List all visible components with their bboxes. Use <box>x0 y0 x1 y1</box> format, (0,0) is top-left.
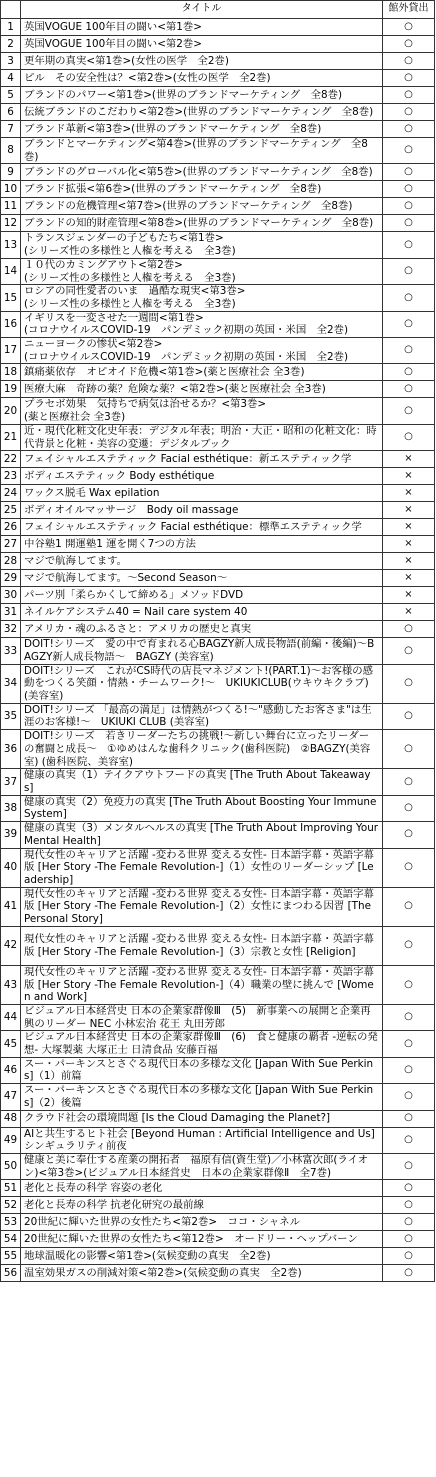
row-title: 鎮痛薬依存 オピオイド危機<第1巻>(薬と医療社会 全3巻) <box>21 364 383 381</box>
row-number: 5 <box>1 87 21 104</box>
row-number: 42 <box>1 926 21 965</box>
table-row <box>1 138 435 164</box>
row-number: 36 <box>1 730 21 769</box>
table-row <box>1 285 435 311</box>
row-number: 24 <box>1 485 21 502</box>
row-title: ブランドとマーケティング<第4巻>(世界のブランドマーケティング 全8巻) <box>21 138 383 164</box>
table-row <box>1 381 435 398</box>
table-row <box>1 198 435 215</box>
row-title: ブランドのグローバル化<第5巻>(世界のブランドマーケティング 全8巻) <box>21 164 383 181</box>
row-title: 20世紀に輝いた世界の女性たち<第12巻> オードリー・ヘップバーン <box>21 1231 383 1248</box>
row-title: 20世紀に輝いた世界の女性たち<第2巻> ココ・シャネル <box>21 1214 383 1231</box>
row-title: 温室効果ガスの削減対策<第2巻>(気候変動の真実 全2巻) <box>21 1265 383 1282</box>
row-number: 2 <box>1 36 21 53</box>
row-loan-flag: ○ <box>383 104 435 121</box>
row-loan-flag: × <box>383 604 435 621</box>
row-loan-flag: ○ <box>383 621 435 638</box>
table-row <box>1 1248 435 1265</box>
row-number: 3 <box>1 53 21 70</box>
row-loan-flag: × <box>383 502 435 519</box>
row-loan-flag: ○ <box>383 215 435 232</box>
table-row <box>1 215 435 232</box>
row-title: 近・現代化粧文化史年表：デジタル年表；明治・大正・昭和の化粧文化：時代背景と化粧・美容の変遷：デジタルブック <box>21 424 383 450</box>
row-title: 老化と長寿の科学 容姿の老化 <box>21 1180 383 1197</box>
row-loan-flag: ○ <box>383 1265 435 1282</box>
table-row <box>1 1180 435 1197</box>
row-loan-flag: ○ <box>383 730 435 769</box>
row-loan-flag: × <box>383 536 435 553</box>
row-loan-flag: × <box>383 485 435 502</box>
table-row <box>1 19 435 36</box>
table-row <box>1 1231 435 1248</box>
row-number: 13 <box>1 232 21 258</box>
row-title: ブランドの知的財産管理<第8巻>(世界のブランドマーケティング 全8巻) <box>21 215 383 232</box>
row-loan-flag: ○ <box>383 36 435 53</box>
row-loan-flag: ○ <box>383 338 435 364</box>
row-number: 19 <box>1 381 21 398</box>
row-title: 健康の真実（2）免疫力の真実 [The Truth About Boosting Your Immune System] <box>21 795 383 821</box>
row-loan-flag: ○ <box>383 285 435 311</box>
row-loan-flag: ○ <box>383 364 435 381</box>
table-row <box>1 451 435 468</box>
table-row <box>1 1127 435 1153</box>
row-number: 28 <box>1 553 21 570</box>
row-loan-flag: ○ <box>383 965 435 1004</box>
row-title: DOIT!シリーズ これがCS時代の店長マネジメント!(PART.1)～お客様の感動をつくる笑顔・情熱・チームワーク!～ UKIUKICLUB(ウキウキクラブ) (美容室) <box>21 664 383 703</box>
table-row <box>1 104 435 121</box>
row-number: 16 <box>1 311 21 337</box>
table-row <box>1 87 435 104</box>
row-title: 健康の真実（1）テイクアウトフードの真実 [The Truth About Takeaways] <box>21 769 383 795</box>
row-title: 現代女性のキャリアと活躍 -変わる世界 変える女性- 日本語字幕・英語字幕版 [Her Story -The Female Revolution-]（1）女性のリーダーシップ [Leadership] <box>21 848 383 887</box>
row-loan-flag: ○ <box>383 822 435 848</box>
table-row <box>1 730 435 769</box>
row-loan-flag: × <box>383 553 435 570</box>
row-title: ボディエステティック Body esthétique <box>21 468 383 485</box>
row-number: 48 <box>1 1110 21 1127</box>
row-title: ブランド拡張<第6巻>(世界のブランドマーケティング 全8巻) <box>21 181 383 198</box>
table-row <box>1 424 435 450</box>
row-title: トランスジェンダーの子どもたち<第1巻> (シリーズ性の多様性と人権を考える 全3巻) <box>21 232 383 258</box>
table-row <box>1 485 435 502</box>
row-loan-flag: ○ <box>383 1214 435 1231</box>
row-title: ボディオイルマッサージ Body oil massage <box>21 502 383 519</box>
table-row <box>1 1197 435 1214</box>
row-loan-flag: × <box>383 570 435 587</box>
row-title: １０代のカミングアウト<第2巻> (シリーズ性の多様性と人権を考える 全3巻) <box>21 258 383 284</box>
row-number: 55 <box>1 1248 21 1265</box>
table-row <box>1 164 435 181</box>
row-number: 9 <box>1 164 21 181</box>
row-title: パーツ別「柔らかくして締める」メソッドDVD <box>21 587 383 604</box>
row-number: 44 <box>1 1004 21 1030</box>
table-row <box>1 703 435 729</box>
row-loan-flag: ○ <box>383 138 435 164</box>
row-title: ピル その安全性は？<第2巻>(女性の医学 全2巻) <box>21 70 383 87</box>
row-number: 53 <box>1 1214 21 1231</box>
row-title: 更年期の真実<第1巻>(女性の医学 全2巻) <box>21 53 383 70</box>
row-loan-flag: ○ <box>383 164 435 181</box>
table-row <box>1 519 435 536</box>
table-row <box>1 638 435 664</box>
row-loan-flag: ○ <box>383 1031 435 1057</box>
table-row <box>1 121 435 138</box>
row-title: アメリカ・魂のふるさと：アメリカの歴史と真実 <box>21 621 383 638</box>
table-row <box>1 232 435 258</box>
row-loan-flag: ○ <box>383 87 435 104</box>
row-loan-flag: ○ <box>383 232 435 258</box>
table-row <box>1 664 435 703</box>
row-number: 10 <box>1 181 21 198</box>
row-number: 43 <box>1 965 21 1004</box>
row-title: 医療大麻 奇跡の薬？危険な薬？<第2巻>(薬と医療社会 全3巻) <box>21 381 383 398</box>
header-num <box>1 1 21 19</box>
table-row <box>1 36 435 53</box>
row-loan-flag: ○ <box>383 424 435 450</box>
row-loan-flag: ○ <box>383 381 435 398</box>
row-title: DOIT!シリーズ 若きリーダーたちの挑戦!～新しい舞台に立ったリーダーの奮闘と成長～ ①ゆめはんな歯科クリニック(歯科医院) ②BAGZY(美容室) (歯科医院、美容室) <box>21 730 383 769</box>
table-row <box>1 926 435 965</box>
row-number: 22 <box>1 451 21 468</box>
row-title: 老化と長寿の科学 抗老化研究の最前線 <box>21 1197 383 1214</box>
table-row <box>1 311 435 337</box>
table-row <box>1 887 435 926</box>
row-number: 38 <box>1 795 21 821</box>
table-row <box>1 1057 435 1083</box>
row-loan-flag: ○ <box>383 311 435 337</box>
row-title: 現代女性のキャリアと活躍 -変わる世界 変える女性- 日本語字幕・英語字幕版 [Her Story -The Female Revolution-]（2）女性にまつわる因習 [The Personal Story] <box>21 887 383 926</box>
row-number: 46 <box>1 1057 21 1083</box>
row-number: 27 <box>1 536 21 553</box>
row-title: 中谷塾1 開運塾1 運を開く7つの方法 <box>21 536 383 553</box>
header-row <box>1 1 435 19</box>
table-row <box>1 822 435 848</box>
row-title: プラセボ効果 気持ちで病気は治せるか？<第3巻> (薬と医療社会 全3巻) <box>21 398 383 424</box>
row-loan-flag: ○ <box>383 703 435 729</box>
row-number: 25 <box>1 502 21 519</box>
row-loan-flag: ○ <box>383 181 435 198</box>
row-loan-flag: ○ <box>383 664 435 703</box>
row-loan-flag: ○ <box>383 1197 435 1214</box>
row-number: 50 <box>1 1153 21 1179</box>
table-row <box>1 587 435 604</box>
table-row <box>1 1110 435 1127</box>
header-loan: 館外貸出 <box>383 1 435 19</box>
table-row <box>1 338 435 364</box>
row-title: DOIT!シリーズ 「最高の満足」は情熱がつくる!～"感動したお客さま"は生涯のお客様!～ UKIUKI CLUB (美容室) <box>21 703 383 729</box>
table-row <box>1 181 435 198</box>
row-title: ブランドのパワー<第1巻>(世界のブランドマーケティング 全8巻) <box>21 87 383 104</box>
row-loan-flag: ○ <box>383 1153 435 1179</box>
row-number: 1 <box>1 19 21 36</box>
table-row <box>1 769 435 795</box>
row-title: スー・パーキンスとさぐる現代日本の多様な文化 [Japan With Sue Perkins]（2）後篇 <box>21 1084 383 1110</box>
table-row <box>1 1031 435 1057</box>
row-number: 6 <box>1 104 21 121</box>
row-title: ブランドの危機管理<第7巻>(世界のブランドマーケティング 全8巻) <box>21 198 383 215</box>
row-title: 健康と美に奉仕する産業の開拓者 福原有信(資生堂)／小林富次郎(ライオン)<第3巻>(ビジュアル日本経営史 日本の企業家群像Ⅱ 全7巻) <box>21 1153 383 1179</box>
row-title: ネイルケアシステム40 = Nail care system 40 <box>21 604 383 621</box>
row-number: 56 <box>1 1265 21 1282</box>
row-loan-flag: ○ <box>383 19 435 36</box>
row-loan-flag: × <box>383 468 435 485</box>
row-number: 14 <box>1 258 21 284</box>
row-loan-flag: ○ <box>383 1084 435 1110</box>
row-number: 8 <box>1 138 21 164</box>
table-row <box>1 795 435 821</box>
row-title: イギリスを一変させた一週間<第1巻> (コロナウイルスCOVID-19 パンデミック初期の英国・米国 全2巻) <box>21 311 383 337</box>
row-loan-flag: ○ <box>383 1004 435 1030</box>
row-number: 47 <box>1 1084 21 1110</box>
row-number: 30 <box>1 587 21 604</box>
row-number: 12 <box>1 215 21 232</box>
row-number: 45 <box>1 1031 21 1057</box>
table-row <box>1 468 435 485</box>
row-loan-flag: ○ <box>383 795 435 821</box>
row-title: スー・パーキンスとさぐる現代日本の多様な文化 [Japan With Sue Perkins]（1）前篇 <box>21 1057 383 1083</box>
table-row <box>1 570 435 587</box>
row-loan-flag: ○ <box>383 198 435 215</box>
row-loan-flag: ○ <box>383 53 435 70</box>
row-title: DOIT!シリーズ 愛の中で育まれる心BAGZY新人成長物語(前編・後編)～BAGZY新人成長物語～ BAGZY (美容室) <box>21 638 383 664</box>
row-loan-flag: ○ <box>383 70 435 87</box>
header-title: タイトル <box>21 1 383 19</box>
table-row <box>1 1084 435 1110</box>
table-row <box>1 1214 435 1231</box>
table-row <box>1 502 435 519</box>
row-title: ビジュアル日本経営史 日本の企業家群像Ⅲ (6) 食と健康の覇者 -逆転の発想- 大塚製薬 大塚正士 日清食品 安藤百福 <box>21 1031 383 1057</box>
row-loan-flag: ○ <box>383 926 435 965</box>
row-title: 英国VOGUE 100年目の闘い<第1巻> <box>21 19 383 36</box>
row-number: 26 <box>1 519 21 536</box>
row-title: ビジュアル日本経営史 日本の企業家群像Ⅲ (5) 新事業への展開と企業再興のリーダー NEC 小林宏治 花王 丸田芳郎 <box>21 1004 383 1030</box>
row-number: 40 <box>1 848 21 887</box>
row-loan-flag: × <box>383 451 435 468</box>
row-number: 32 <box>1 621 21 638</box>
row-number: 39 <box>1 822 21 848</box>
row-loan-flag: ○ <box>383 638 435 664</box>
row-number: 29 <box>1 570 21 587</box>
row-title: マジで航海してます。 <box>21 553 383 570</box>
row-number: 7 <box>1 121 21 138</box>
table-row <box>1 1265 435 1282</box>
row-number: 33 <box>1 638 21 664</box>
row-number: 52 <box>1 1197 21 1214</box>
row-loan-flag: ○ <box>383 1110 435 1127</box>
table-row <box>1 536 435 553</box>
row-title: ブランド革新<第3巻>(世界のブランドマーケティング 全8巻) <box>21 121 383 138</box>
row-title: 地球温暖化の影響<第1巻>(気候変動の真実 全2巻) <box>21 1248 383 1265</box>
row-number: 51 <box>1 1180 21 1197</box>
row-loan-flag: ○ <box>383 1248 435 1265</box>
row-number: 11 <box>1 198 21 215</box>
row-loan-flag: ○ <box>383 1127 435 1153</box>
row-number: 41 <box>1 887 21 926</box>
row-title: 伝統ブランドのこだわり<第2巻>(世界のブランドマーケティング 全8巻) <box>21 104 383 121</box>
row-loan-flag: ○ <box>383 258 435 284</box>
row-number: 54 <box>1 1231 21 1248</box>
table-row <box>1 553 435 570</box>
row-loan-flag: ○ <box>383 887 435 926</box>
row-title: ロシアの同性愛者のいま 過酷な現実<第3巻> (シリーズ性の多様性と人権を考える 全3巻) <box>21 285 383 311</box>
row-loan-flag: ○ <box>383 1231 435 1248</box>
row-loan-flag: ○ <box>383 398 435 424</box>
row-loan-flag: × <box>383 519 435 536</box>
row-title: 英国VOGUE 100年目の闘い<第2巻> <box>21 36 383 53</box>
row-loan-flag: ○ <box>383 769 435 795</box>
table-row <box>1 364 435 381</box>
row-title: ニューヨークの惨状<第2巻> (コロナウイルスCOVID-19 パンデミック初期の英国・米国 全2巻) <box>21 338 383 364</box>
row-number: 23 <box>1 468 21 485</box>
row-number: 35 <box>1 703 21 729</box>
row-title: 現代女性のキャリアと活躍 -変わる世界 変える女性- 日本語字幕・英語字幕版 [Her Story -The Female Revolution-]（3）宗教と女性 [Religion] <box>21 926 383 965</box>
row-title: 現代女性のキャリアと活躍 -変わる世界 変える女性- 日本語字幕・英語字幕版 [Her Story -The Female Revolution-]（4）職業の壁に挑んで [Women and Work] <box>21 965 383 1004</box>
row-loan-flag: ○ <box>383 848 435 887</box>
row-number: 37 <box>1 769 21 795</box>
row-title: ワックス脱毛 Wax epilation <box>21 485 383 502</box>
row-title: フェイシャルエステティック Facial esthétique：新エステティック学 <box>21 451 383 468</box>
row-number: 18 <box>1 364 21 381</box>
row-number: 20 <box>1 398 21 424</box>
row-title: マジで航海してます。～Second Season～ <box>21 570 383 587</box>
row-title: AIと共生するヒト社会 [Beyond Human : Artificial Intelligence and Us]シンギュラリティ前夜 <box>21 1127 383 1153</box>
table-row <box>1 398 435 424</box>
row-number: 49 <box>1 1127 21 1153</box>
row-number: 15 <box>1 285 21 311</box>
row-number: 4 <box>1 70 21 87</box>
row-title: 健康の真実（3）メンタルヘルスの真実 [The Truth About Improving Your Mental Health] <box>21 822 383 848</box>
table-row <box>1 604 435 621</box>
row-loan-flag: ○ <box>383 121 435 138</box>
table-row <box>1 965 435 1004</box>
row-loan-flag: ○ <box>383 1180 435 1197</box>
table-row <box>1 53 435 70</box>
table-row <box>1 1004 435 1030</box>
row-title: クラウド社会の環境問題 [Is the Cloud Damaging the Planet?] <box>21 1110 383 1127</box>
row-number: 34 <box>1 664 21 703</box>
row-loan-flag: ○ <box>383 1057 435 1083</box>
row-number: 31 <box>1 604 21 621</box>
row-loan-flag: × <box>383 587 435 604</box>
row-title: フェイシャルエステティック Facial esthétique：標準エステティック学 <box>21 519 383 536</box>
row-number: 21 <box>1 424 21 450</box>
table-row <box>1 621 435 638</box>
table-row <box>1 848 435 887</box>
table-row <box>1 70 435 87</box>
table-row <box>1 258 435 284</box>
row-number: 17 <box>1 338 21 364</box>
table-row <box>1 1153 435 1179</box>
